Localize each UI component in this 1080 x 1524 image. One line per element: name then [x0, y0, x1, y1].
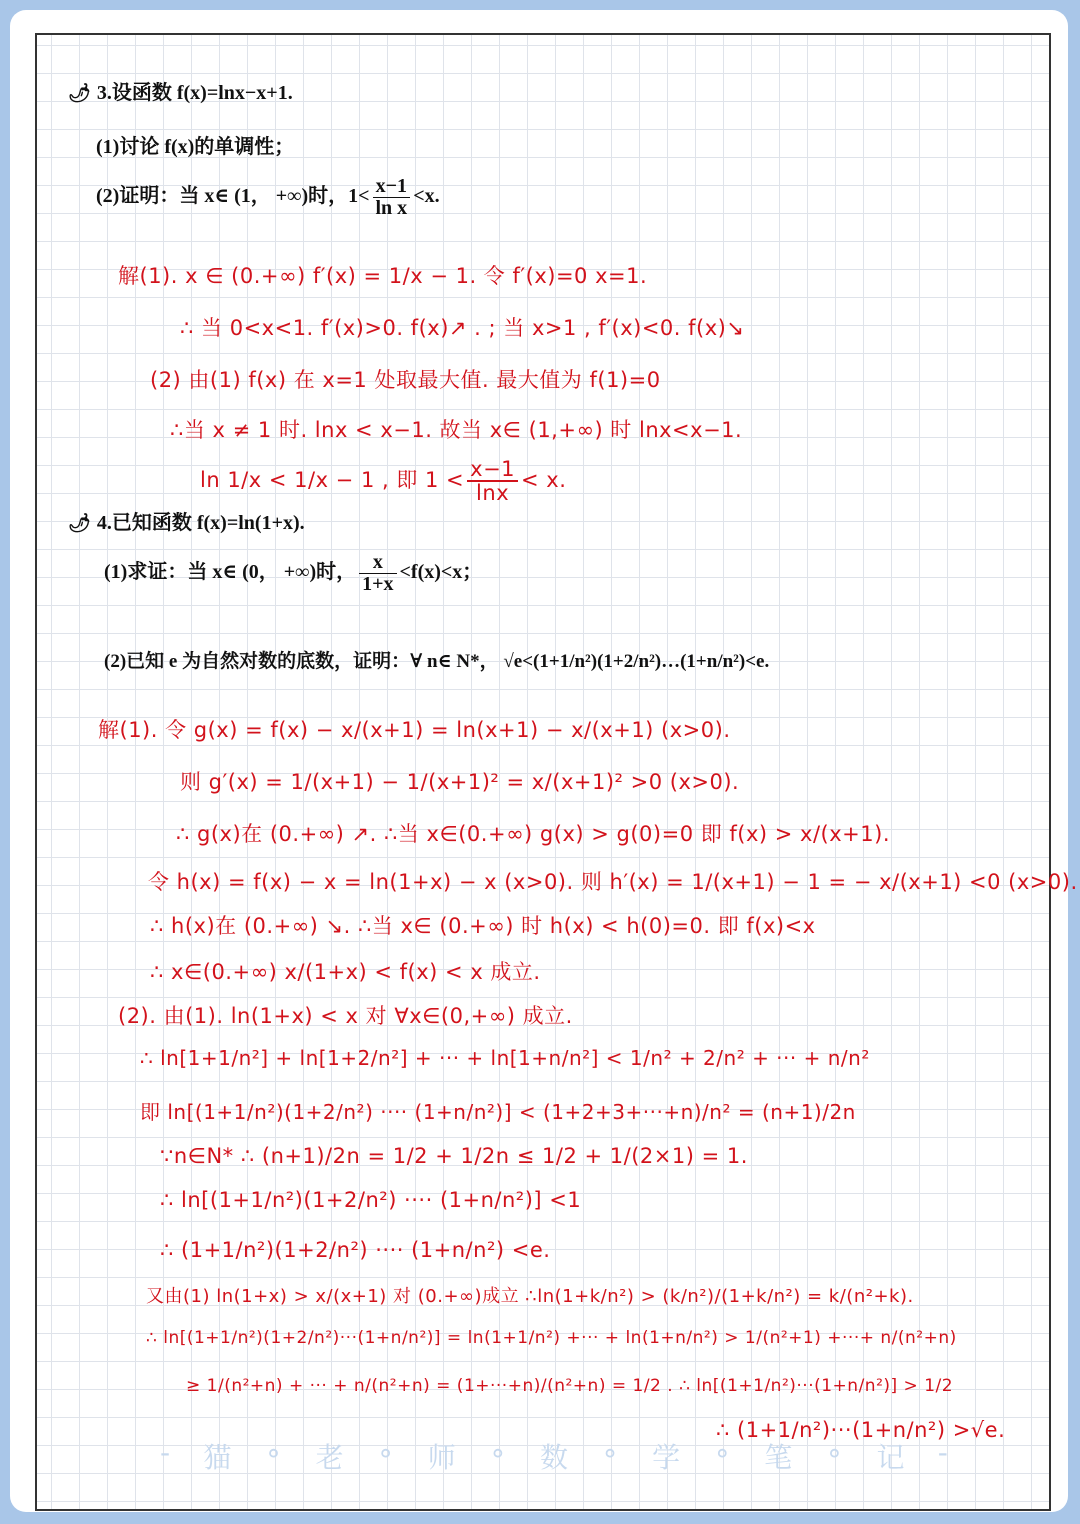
problem-4-title: 🌶 4.已知函数 f(x)=ln(1+x). — [68, 512, 305, 534]
solution-4-line-12: ∴ (1+1/n²)(1+2/n²) ···· (1+n/n²) <e. — [160, 1238, 551, 1262]
fraction: $\frac{x-1}{\text{ln x}}$ — [373, 176, 411, 219]
page-sheet — [10, 10, 1078, 1512]
solution-4-line-6: ∴ x∈(0.+∞) x/(1+x) < f(x) < x 成立. — [150, 960, 541, 984]
solution-4-line-3: ∴ g(x)在 (0.+∞) ↗. ∴当 x∈(0.+∞) g(x) > g(0)=0 即 f(x) > x/(x+1). — [176, 822, 891, 846]
solution-4-line-2: 则 g′(x) = 1/(x+1) − 1/(x+1)² = x/(x+1)² >0 (x>0). — [180, 770, 740, 794]
solution-4-line-14: ∴ ln[(1+1/n²)(1+2/n²)···(1+n/n²)] = ln(1+1/n²) +··· + ln(1+n/n²) > 1/(n²+1) +···+ n/(n²+n) — [146, 1328, 957, 1348]
watermark: - 猫 ∘ 老 ∘ 师 ∘ 数 ∘ 学 ∘ 笔 ∘ 记 - — [160, 1436, 950, 1474]
solution-4-line-9: 即 ln[(1+1/n²)(1+2/n²) ···· (1+n/n²)] < (1+2+3+···+n)/n² = (n+1)/2n — [140, 1100, 856, 1124]
solution-4-line-13: 又由(1) ln(1+x) > x/(x+1) 对 (0.+∞)成立 ∴ln(1+k/n²) > (k/n²)/(1+k/n²) = k/(n²+k). — [146, 1286, 914, 1307]
problem-3-title: 🌶 3.设函数 f(x)=lnx−x+1. — [68, 82, 293, 104]
problem-3-part-1: (1)讨论 f(x)的单调性； — [96, 136, 295, 158]
solution-3-line-4: ∴当 x ≠ 1 时. lnx < x−1. 故当 x∈ (1,+∞) 时 lnx<x−1. — [170, 418, 743, 442]
solution-4-line-1: 解(1). 令 g(x) = f(x) − x/(x+1) = ln(x+1) − x/(x+1) (x>0). — [98, 718, 731, 742]
fraction: $\frac{x-1}{\ln x}$ — [467, 458, 518, 504]
solution-3-line-2: ∴ 当 0<x<1. f′(x)>0. f(x)↗ . ; 当 x>1 , f′(x)<0. f(x)↘ — [180, 316, 745, 340]
chili-pepper-icon: 🌶 — [68, 83, 91, 103]
chili-pepper-icon: 🌶 — [68, 513, 91, 533]
solution-3-line-3: (2) 由(1) f(x) 在 x=1 处取最大值. 最大值为 f(1)=0 — [150, 368, 661, 392]
solution-4-line-4: 令 h(x) = f(x) − x = ln(1+x) − x (x>0). 则 h′(x) = 1/(x+1) − 1 = − x/(x+1) <0 (x>0). — [148, 870, 1078, 894]
problem-3-part-2: (2)证明：当 x∈ (1， +∞)时，1< $\frac{x-1}{\text{ln x}}$ <x. — [96, 175, 440, 219]
solution-4-line-11: ∴ ln[(1+1/n²)(1+2/n²) ···· (1+n/n²)] <1 — [160, 1188, 582, 1212]
solution-3-line-5: ln 1/x < 1/x − 1 , 即 1 < $\frac{x-1}{\ln x}$ < x. — [200, 457, 567, 506]
solution-4-line-5: ∴ h(x)在 (0.+∞) ↘. ∴当 x∈ (0.+∞) 时 h(x) < h(0)=0. 即 f(x)<x — [150, 914, 816, 938]
solution-4-line-8: ∴ ln[1+1/n²] + ln[1+2/n²] + ··· + ln[1+n/n²] < 1/n² + 2/n² + ··· + n/n² — [140, 1046, 870, 1070]
problem-4-part-2: (2)已知 e 为自然对数的底数，证明：∀ n∈ N*， √e<(1+1/n²)(1+2/n²)…(1+n/n²)<e. — [104, 651, 770, 672]
solution-4-line-15: ≥ 1/(n²+n) + ··· + n/(n²+n) = (1+···+n)/(n²+n) = 1/2 . ∴ ln[(1+1/n²)···(1+n/n²)] > 1/2 — [186, 1376, 954, 1396]
solution-4-line-10: ∵n∈N* ∴ (n+1)/2n = 1/2 + 1/2n ≤ 1/2 + 1/(2×1) = 1. — [160, 1144, 748, 1168]
problem-4-part-1: (1)求证：当 x∈ (0， +∞)时， $\frac{x}{1+x}$ <f(x)<x； — [104, 551, 483, 595]
fraction: $\frac{x}{1+x}$ — [359, 552, 396, 595]
solution-3-line-1: 解(1). x ∈ (0.+∞) f′(x) = 1/x − 1. 令 f′(x)=0 x=1. — [118, 264, 648, 288]
solution-4-line-7: (2). 由(1). ln(1+x) < x 对 ∀x∈(0,+∞) 成立. — [118, 1004, 573, 1028]
solution-4-line-16: ∴ (1+1/n²)···(1+n/n²) >√e. — [716, 1418, 1006, 1442]
